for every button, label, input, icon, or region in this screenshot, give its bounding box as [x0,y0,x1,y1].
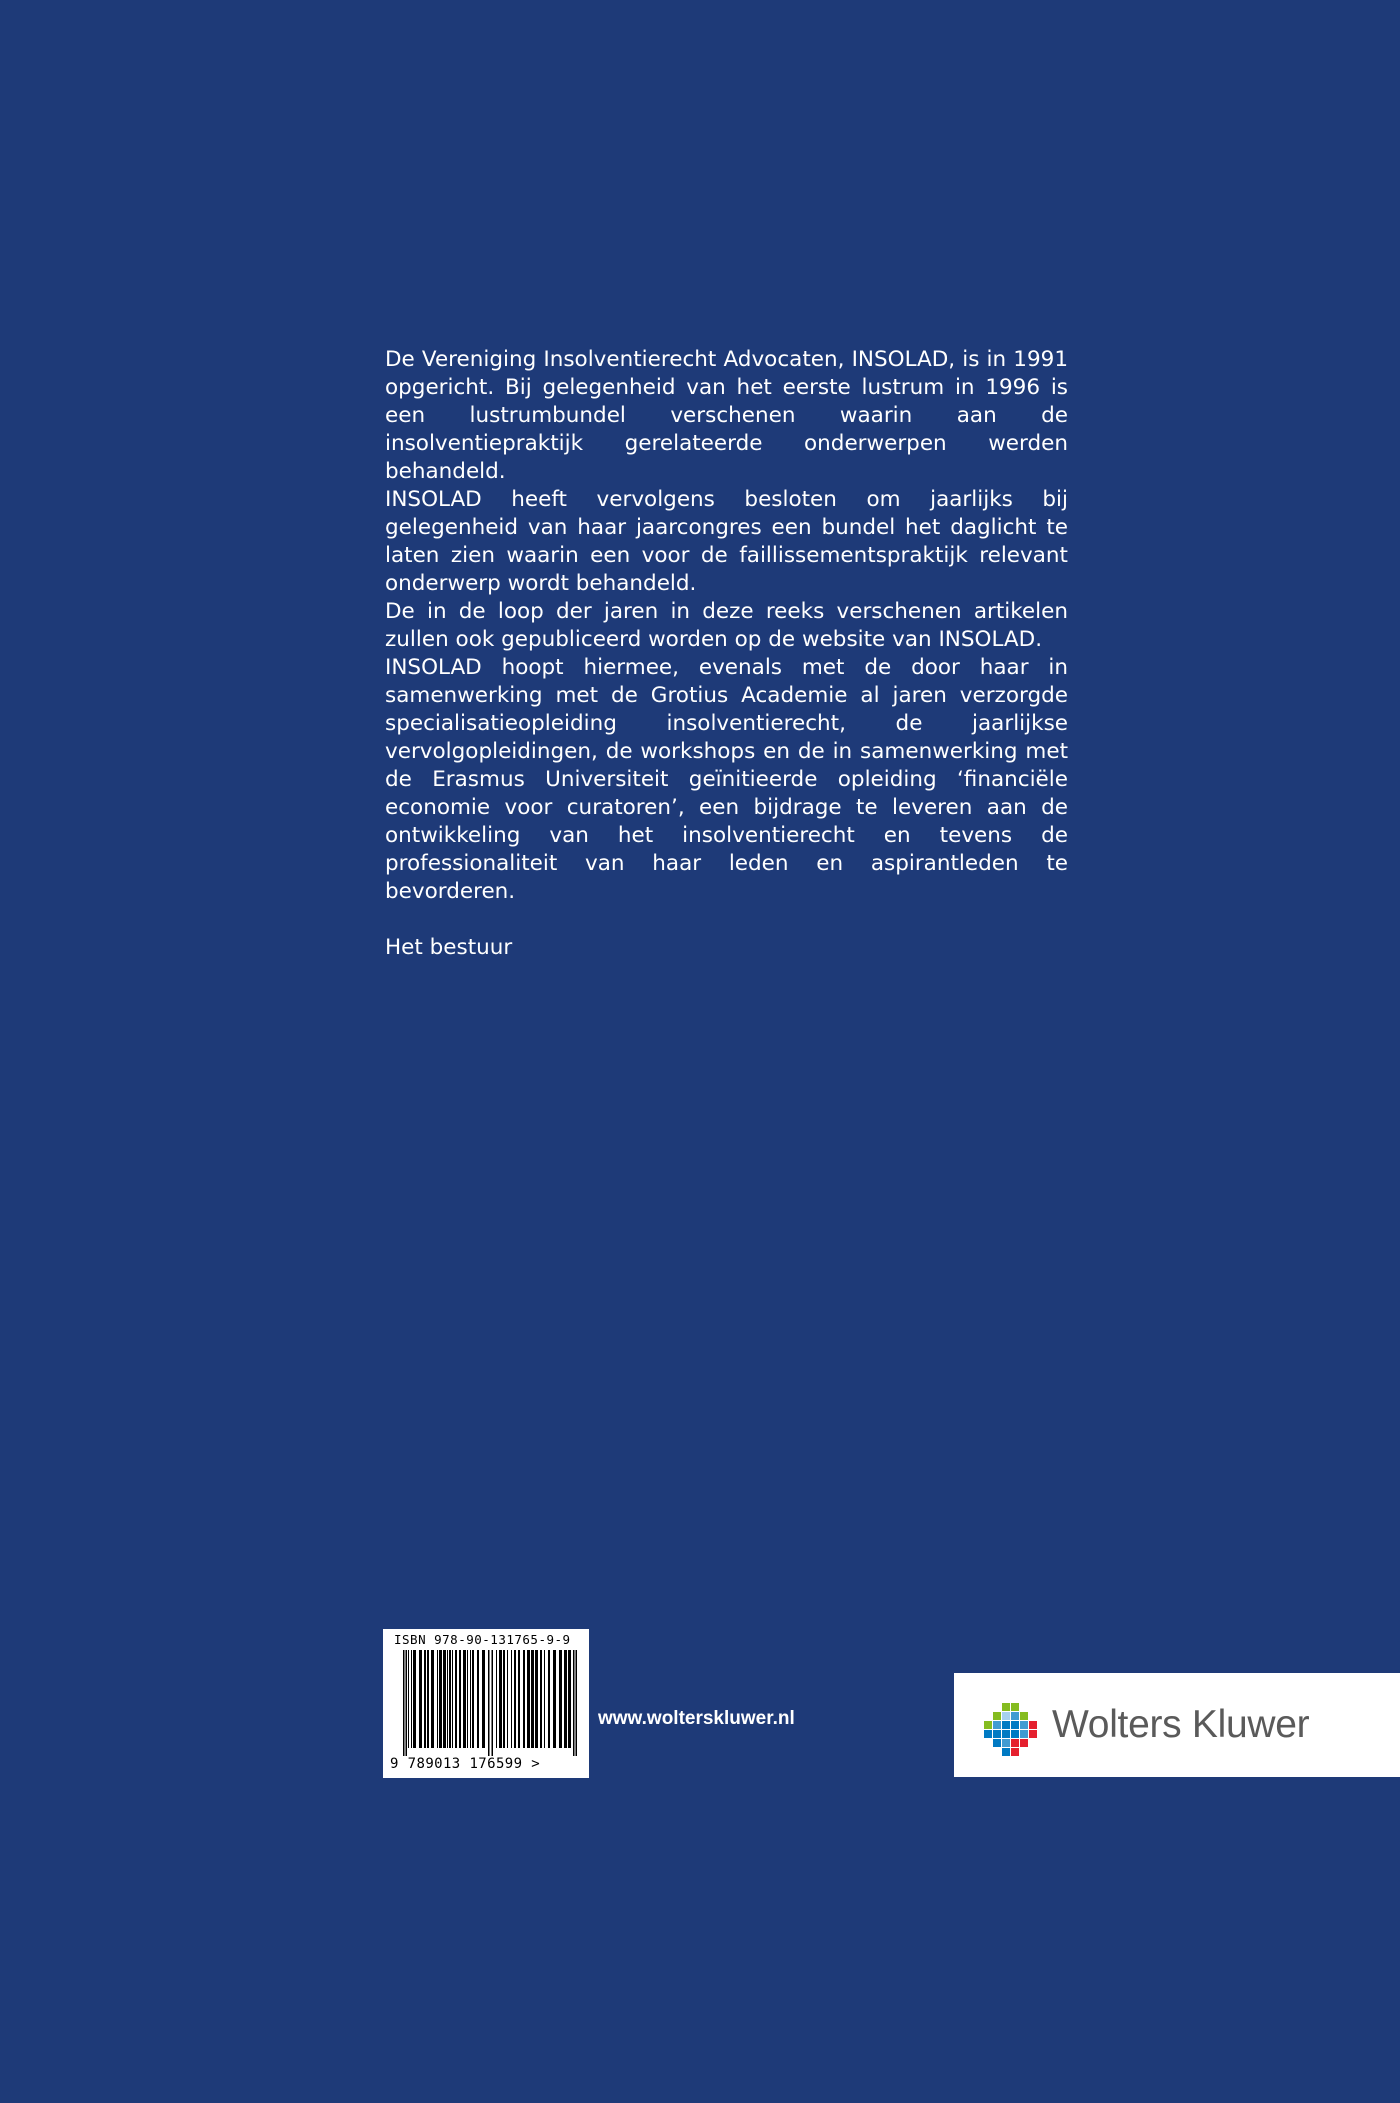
barcode-bar [573,1650,575,1756]
barcode-bar [511,1650,512,1748]
publisher-name: Wolters Kluwer [1052,1703,1310,1746]
barcode-bar [535,1650,538,1748]
barcode-bar [452,1650,453,1748]
logo-tile [993,1712,1001,1720]
barcode-bar [472,1650,474,1748]
ean-digits: 9 789013 176599 > [390,1756,541,1772]
barcode-bar [564,1650,567,1748]
barcode-bar [518,1650,520,1748]
barcode-bar [463,1650,466,1748]
logo-tile [993,1721,1001,1729]
barcode-bar [523,1650,525,1748]
logo-tile [993,1739,1001,1747]
barcode-bar [408,1650,409,1748]
blurb-paragraph-1: De Vereniging Insolventierecht Advocaten, INSOLAD, is in 1991 opgericht. Bij gelegenheid van het eerste lustrum in 1996 is een lustrumbundel verschenen waarin aan de insolventiepraktijk gerelateerde onderwerpen werden behandeld. [385,347,1068,484]
logo-tile [1002,1721,1010,1729]
barcode-bar [499,1650,502,1748]
barcode-bar [470,1650,471,1748]
barcode-bar [411,1650,412,1748]
barcode-bar [553,1650,556,1748]
barcode-bars [403,1650,579,1756]
logo-tile [993,1730,1001,1738]
barcode-bar [447,1650,448,1748]
barcode-bar [403,1650,405,1756]
isbn-barcode [383,1629,589,1778]
barcode-bar [544,1650,545,1748]
barcode-bar [477,1650,479,1748]
logo-tile [1011,1739,1019,1747]
barcode-bar [496,1650,497,1748]
barcode-bar [413,1650,416,1748]
barcode-bar [548,1650,550,1748]
barcode-bar [467,1650,468,1748]
logo-tile [1011,1730,1019,1738]
logo-tile [984,1730,992,1738]
barcode-bar [482,1650,485,1748]
logo-tile [1029,1730,1037,1738]
logo-tile [1002,1703,1010,1711]
isbn-label: ISBN 978-90-131765-9-9 [394,1632,571,1647]
logo-tile [1011,1748,1019,1756]
barcode-bar [503,1650,505,1748]
barcode-bar [531,1650,534,1748]
barcode-bar [406,1650,408,1756]
logo-tile [1020,1712,1028,1720]
logo-tile [984,1721,992,1729]
cover-blurb [385,346,1068,962]
blurb-paragraph-4: INSOLAD hoopt hiermee, evenals met de door haar in samenwerking met de Grotius Academie al jaren verzorgde specialisatieopleiding insolventierecht, de jaarlijkse vervolgopleidingen, de workshops en de in samenwerking met de Erasmus Universiteit geïnitieerde opleiding ‘financiële economie voor curatoren’, een bijdrage te leveren aan de ontwikkeling van het insolventierecht en tevens de professionaliteit van haar leden en aspirantleden te bevorderen. [385,655,1068,904]
barcode-bar [559,1650,562,1748]
logo-tile [1020,1739,1028,1747]
logo-tile [1002,1739,1010,1747]
barcode-bar [424,1650,426,1748]
barcode-bar [492,1650,494,1756]
barcode-bar [514,1650,516,1748]
barcode-bar [540,1650,542,1748]
barcode-bar [459,1650,461,1748]
wolters-kluwer-mosaic-icon [984,1703,1038,1757]
barcode-bar [507,1650,508,1748]
publisher-website: www.wolterskluwer.nl [598,1708,795,1729]
logo-tile [1002,1730,1010,1738]
barcode-bar [439,1650,442,1748]
publisher-logo [954,1673,1400,1777]
barcode-bar [568,1650,571,1748]
logo-tile [1020,1721,1028,1729]
barcode-bar [449,1650,451,1748]
logo-tile [1011,1712,1019,1720]
blurb-paragraph-3: De in de loop der jaren in deze reeks verschenen artikelen zullen ook gepubliceerd worden op de website van INSOLAD. [385,599,1068,652]
blurb-paragraph-2: INSOLAD heeft vervolgens besloten om jaarlijks bij gelegenheid van haar jaarcongres een bundel het daglicht te laten zien waarin een voor de faillissementspraktijk relevant onderwerp wordt behandeld. [385,487,1068,596]
barcode-bar [419,1650,422,1748]
logo-tile [1002,1748,1010,1756]
logo-tile [1011,1703,1019,1711]
logo-tile [1011,1721,1019,1729]
barcode-bar [431,1650,434,1748]
barcode-bar [455,1650,457,1748]
logo-tile [1020,1730,1028,1738]
barcode-bar [427,1650,429,1748]
barcode-bar [527,1650,530,1748]
barcode-bar [437,1650,438,1748]
barcode-bar [443,1650,446,1748]
barcode-bar [576,1650,578,1756]
logo-tile [1029,1721,1037,1729]
barcode-bar [488,1650,490,1756]
logo-tile [1002,1712,1010,1720]
blurb-signature: Het bestuur [385,935,513,960]
